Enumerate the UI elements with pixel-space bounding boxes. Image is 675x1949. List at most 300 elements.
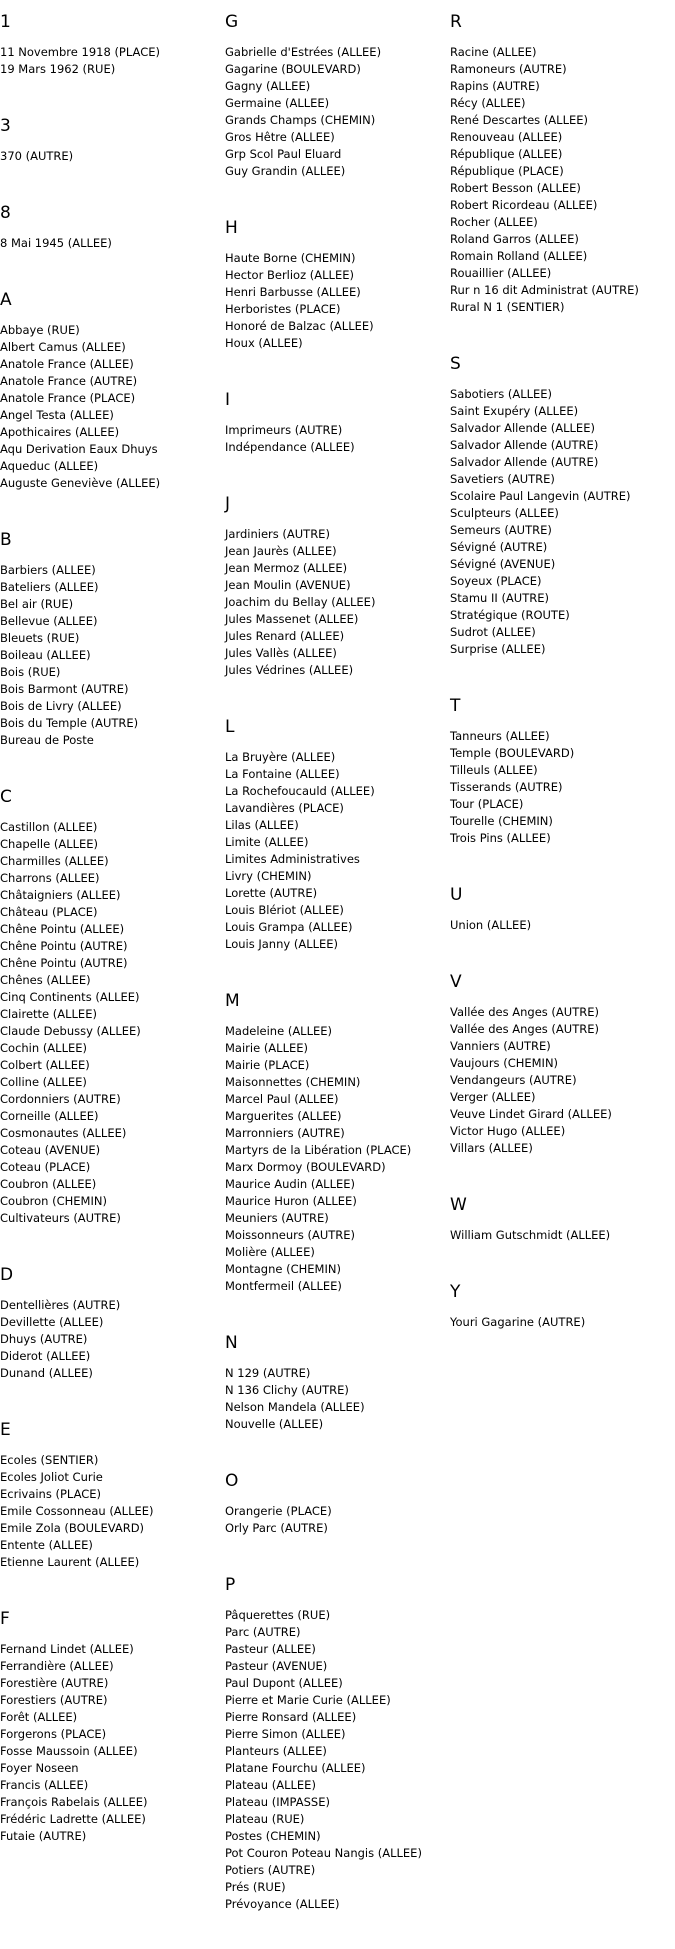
street-list-item bbox=[225, 44, 443, 61]
street-list-item bbox=[225, 1142, 443, 1159]
street-link[interactable]: Pierre et Marie Curie (ALLEE) bbox=[225, 1693, 391, 1707]
street-list-item bbox=[0, 458, 218, 475]
street-list-item bbox=[225, 1416, 443, 1433]
street-list-item bbox=[0, 1297, 218, 1314]
letter-heading: J bbox=[225, 494, 231, 514]
street-link[interactable]: Ecoles (SENTIER) bbox=[0, 1453, 99, 1467]
letter-heading: E bbox=[0, 1420, 11, 1440]
street-link[interactable]: Bureau de Poste bbox=[0, 733, 94, 747]
street-link[interactable]: Robert Besson (ALLEE) bbox=[450, 181, 581, 195]
street-list-item bbox=[225, 611, 443, 628]
street-link[interactable]: Gagny (ALLEE) bbox=[225, 79, 311, 93]
street-link[interactable]: Louis Grampa (ALLEE) bbox=[225, 920, 353, 934]
street-list-item bbox=[225, 834, 443, 851]
street-link[interactable]: Dunand (ALLEE) bbox=[0, 1366, 93, 1380]
street-link[interactable]: Pâquerettes (RUE) bbox=[225, 1608, 331, 1622]
street-link[interactable]: République (ALLEE) bbox=[450, 147, 563, 161]
street-link[interactable]: Tisserands (AUTRE) bbox=[450, 780, 563, 794]
street-list-item bbox=[0, 715, 218, 732]
street-link[interactable]: La Bruyère (ALLEE) bbox=[225, 750, 336, 764]
street-link[interactable]: Boileau (ALLEE) bbox=[0, 648, 91, 662]
street-link[interactable]: Forêt (ALLEE) bbox=[0, 1710, 78, 1724]
street-link[interactable]: Chêne Pointu (AUTRE) bbox=[0, 939, 128, 953]
street-link[interactable]: Charrons (ALLEE) bbox=[0, 871, 100, 885]
street-link[interactable]: Jardiniers (AUTRE) bbox=[225, 527, 330, 541]
street-list-item bbox=[0, 322, 218, 339]
street-link[interactable]: Prés (RUE) bbox=[225, 1880, 286, 1894]
street-link[interactable]: Devillette (ALLEE) bbox=[0, 1315, 104, 1329]
letter-section-l bbox=[225, 715, 443, 953]
letter-heading: P bbox=[225, 1575, 236, 1595]
street-link[interactable]: Cultivateurs (AUTRE) bbox=[0, 1211, 121, 1225]
street-link[interactable]: Vallée des Anges (AUTRE) bbox=[450, 1005, 599, 1019]
street-link[interactable]: 11 Novembre 1918 (PLACE) bbox=[0, 45, 160, 59]
street-list-item bbox=[225, 163, 443, 180]
street-link[interactable]: Rocher (ALLEE) bbox=[450, 215, 538, 229]
street-list-item bbox=[225, 1879, 443, 1896]
street-link[interactable]: Sévigné (AVENUE) bbox=[450, 557, 556, 571]
street-link[interactable]: Etienne Laurent (ALLEE) bbox=[0, 1555, 140, 1569]
street-link[interactable]: Meuniers (AUTRE) bbox=[225, 1211, 329, 1225]
street-list-item bbox=[225, 577, 443, 594]
street-link[interactable]: Claude Debussy (ALLEE) bbox=[0, 1024, 141, 1038]
street-link[interactable]: Abbaye (RUE) bbox=[0, 323, 80, 337]
street-link[interactable]: Parc (AUTRE) bbox=[225, 1625, 301, 1639]
street-link[interactable]: William Gutschmidt (ALLEE) bbox=[450, 1228, 611, 1242]
street-link[interactable]: Coubron (CHEMIN) bbox=[0, 1194, 107, 1208]
street-list-item bbox=[0, 562, 218, 579]
street-link[interactable]: Dentellières (AUTRE) bbox=[0, 1298, 121, 1312]
letter-section-u bbox=[450, 883, 668, 934]
street-link[interactable]: Maurice Huron (ALLEE) bbox=[225, 1194, 357, 1208]
street-link[interactable]: Vanniers (AUTRE) bbox=[450, 1039, 551, 1053]
street-list-item bbox=[0, 1811, 218, 1828]
street-link[interactable]: Haute Borne (CHEMIN) bbox=[225, 251, 356, 265]
street-list bbox=[225, 44, 443, 180]
street-list-item bbox=[225, 936, 443, 953]
street-list bbox=[0, 819, 218, 1227]
street-link[interactable]: Nouvelle (ALLEE) bbox=[225, 1417, 324, 1431]
street-link[interactable]: N 136 Clichy (AUTRE) bbox=[225, 1383, 349, 1397]
street-link[interactable]: Rouaillier (ALLEE) bbox=[450, 266, 552, 280]
street-link[interactable]: Pot Couron Poteau Nangis (ALLEE) bbox=[225, 1846, 422, 1860]
street-link[interactable]: Sévigné (AUTRE) bbox=[450, 540, 548, 554]
street-list bbox=[0, 1297, 218, 1382]
street-link[interactable]: Scolaire Paul Langevin (AUTRE) bbox=[450, 489, 631, 503]
street-list-item bbox=[225, 868, 443, 885]
street-link[interactable]: Jules Védrines (ALLEE) bbox=[225, 663, 354, 677]
street-link[interactable]: Honoré de Balzac (ALLEE) bbox=[225, 319, 374, 333]
street-list-item bbox=[225, 1658, 443, 1675]
street-link[interactable]: Emile Cossonneau (ALLEE) bbox=[0, 1504, 154, 1518]
street-link[interactable]: Pasteur (AVENUE) bbox=[225, 1659, 328, 1673]
street-link[interactable]: Platane Fourchu (ALLEE) bbox=[225, 1761, 366, 1775]
street-link[interactable]: Pierre Ronsard (ALLEE) bbox=[225, 1710, 357, 1724]
street-list-item bbox=[225, 1108, 443, 1125]
street-link[interactable]: Tanneurs (ALLEE) bbox=[450, 729, 550, 743]
street-list bbox=[450, 1004, 668, 1157]
street-link[interactable]: Emile Zola (BOULEVARD) bbox=[0, 1521, 145, 1535]
street-link[interactable]: Colbert (ALLEE) bbox=[0, 1058, 90, 1072]
street-link[interactable]: Anatole France (ALLEE) bbox=[0, 357, 134, 371]
street-link[interactable]: Récy (ALLEE) bbox=[450, 96, 526, 110]
street-list-item bbox=[0, 921, 218, 938]
street-list-item bbox=[0, 613, 218, 630]
street-list-item bbox=[450, 488, 668, 505]
street-link[interactable]: Plateau (IMPASSE) bbox=[225, 1795, 330, 1809]
street-link[interactable]: Henri Barbusse (ALLEE) bbox=[225, 285, 361, 299]
street-list-item bbox=[450, 607, 668, 624]
street-link[interactable]: Planteurs (ALLEE) bbox=[225, 1744, 327, 1758]
street-link[interactable]: Foyer Noseen bbox=[0, 1761, 79, 1775]
street-link[interactable]: Rur n 16 dit Administrat (AUTRE) bbox=[450, 283, 639, 297]
street-list-item bbox=[450, 95, 668, 112]
street-link[interactable]: La Fontaine (ALLEE) bbox=[225, 767, 340, 781]
street-list-item bbox=[450, 505, 668, 522]
street-list-item bbox=[450, 265, 668, 282]
street-link[interactable]: Marx Dormoy (BOULEVARD) bbox=[225, 1160, 386, 1174]
street-link[interactable]: Cordonniers (AUTRE) bbox=[0, 1092, 121, 1106]
street-link[interactable]: Jules Renard (ALLEE) bbox=[225, 629, 345, 643]
street-link[interactable]: Marguerites (ALLEE) bbox=[225, 1109, 342, 1123]
street-list-item bbox=[0, 1503, 218, 1520]
street-link[interactable]: Fernand Lindet (ALLEE) bbox=[0, 1642, 134, 1656]
street-link[interactable]: Ecoles Joliot Curie bbox=[0, 1470, 103, 1484]
street-list-item bbox=[450, 146, 668, 163]
street-link[interactable]: René Descartes (ALLEE) bbox=[450, 113, 589, 127]
street-link[interactable]: Gagarine (BOULEVARD) bbox=[225, 62, 361, 76]
street-link[interactable]: Victor Hugo (ALLEE) bbox=[450, 1124, 566, 1138]
street-link[interactable]: Maisonnettes (CHEMIN) bbox=[225, 1075, 361, 1089]
street-link[interactable]: Guy Grandin (ALLEE) bbox=[225, 164, 346, 178]
street-link[interactable]: Villars (ALLEE) bbox=[450, 1141, 533, 1155]
street-link[interactable]: Temple (BOULEVARD) bbox=[450, 746, 575, 760]
street-list-item bbox=[0, 1452, 218, 1469]
street-link[interactable]: Angel Testa (ALLEE) bbox=[0, 408, 114, 422]
street-link[interactable]: Bois du Temple (AUTRE) bbox=[0, 716, 139, 730]
street-link[interactable]: Rapins (AUTRE) bbox=[450, 79, 540, 93]
street-link[interactable]: Nelson Mandela (ALLEE) bbox=[225, 1400, 365, 1414]
street-link[interactable]: Rural N 1 (SENTIER) bbox=[450, 300, 565, 314]
street-link[interactable]: Vaujours (CHEMIN) bbox=[450, 1056, 559, 1070]
street-link[interactable]: Germaine (ALLEE) bbox=[225, 96, 330, 110]
street-link[interactable]: Jean Jaurès (ALLEE) bbox=[225, 544, 337, 558]
street-link[interactable]: Louis Blériot (ALLEE) bbox=[225, 903, 344, 917]
street-list-item bbox=[225, 1692, 443, 1709]
street-link[interactable]: Sabotiers (ALLEE) bbox=[450, 387, 553, 401]
street-link[interactable]: Imprimeurs (AUTRE) bbox=[225, 423, 343, 437]
street-list-item bbox=[225, 1193, 443, 1210]
street-list bbox=[225, 1365, 443, 1433]
street-link[interactable]: Aqueduc (ALLEE) bbox=[0, 459, 99, 473]
street-link[interactable]: Chênes (ALLEE) bbox=[0, 973, 91, 987]
street-list-item bbox=[225, 284, 443, 301]
street-link[interactable]: Coteau (AVENUE) bbox=[0, 1143, 101, 1157]
street-link[interactable]: Verger (ALLEE) bbox=[450, 1090, 536, 1104]
street-link[interactable]: Madeleine (ALLEE) bbox=[225, 1024, 333, 1038]
street-link[interactable]: Bleuets (RUE) bbox=[0, 631, 80, 645]
street-link[interactable]: Castillon (ALLEE) bbox=[0, 820, 98, 834]
street-link[interactable]: Mairie (ALLEE) bbox=[225, 1041, 309, 1055]
street-list-item bbox=[0, 1142, 218, 1159]
street-link[interactable]: Chêne Pointu (ALLEE) bbox=[0, 922, 125, 936]
street-link[interactable]: Forgerons (PLACE) bbox=[0, 1727, 107, 1741]
street-list-item bbox=[225, 1227, 443, 1244]
street-link[interactable]: Entente (ALLEE) bbox=[0, 1538, 93, 1552]
street-list-item bbox=[225, 902, 443, 919]
street-link[interactable]: Renouveau (ALLEE) bbox=[450, 130, 563, 144]
street-link[interactable]: Herboristes (PLACE) bbox=[225, 302, 341, 316]
street-list-item bbox=[0, 630, 218, 647]
street-link[interactable]: Francis (ALLEE) bbox=[0, 1778, 89, 1792]
letter-section-j bbox=[225, 492, 443, 679]
street-list-item bbox=[225, 817, 443, 834]
street-list bbox=[0, 562, 218, 749]
street-link[interactable]: Château (PLACE) bbox=[0, 905, 98, 919]
letter-section-d bbox=[0, 1263, 218, 1382]
street-link[interactable]: Roland Garros (ALLEE) bbox=[450, 232, 579, 246]
street-link[interactable]: Châtaigniers (ALLEE) bbox=[0, 888, 121, 902]
street-link[interactable]: Marcel Paul (ALLEE) bbox=[225, 1092, 339, 1106]
letter-section-e bbox=[0, 1418, 218, 1571]
street-link[interactable]: Veuve Lindet Girard (ALLEE) bbox=[450, 1107, 612, 1121]
street-link[interactable]: Lavandières (PLACE) bbox=[225, 801, 344, 815]
street-link[interactable]: Mairie (PLACE) bbox=[225, 1058, 310, 1072]
street-link[interactable]: Montagne (CHEMIN) bbox=[225, 1262, 341, 1276]
street-link[interactable]: Corneille (ALLEE) bbox=[0, 1109, 99, 1123]
street-link[interactable]: Paul Dupont (ALLEE) bbox=[225, 1676, 343, 1690]
street-link[interactable]: 370 (AUTRE) bbox=[0, 149, 74, 163]
street-link[interactable]: Trois Pins (ALLEE) bbox=[450, 831, 551, 845]
street-link[interactable]: Moissonneurs (AUTRE) bbox=[225, 1228, 356, 1242]
street-link[interactable]: Ferrandière (ALLEE) bbox=[0, 1659, 114, 1673]
street-list-item bbox=[450, 1004, 668, 1021]
street-link[interactable]: Sculpteurs (ALLEE) bbox=[450, 506, 559, 520]
street-list bbox=[0, 235, 218, 252]
street-list-item bbox=[450, 1055, 668, 1072]
street-link[interactable]: Saint Exupéry (ALLEE) bbox=[450, 404, 579, 418]
street-list-item bbox=[450, 282, 668, 299]
street-list-item bbox=[0, 1777, 218, 1794]
street-link[interactable]: Plateau (ALLEE) bbox=[225, 1778, 316, 1792]
street-list-item bbox=[0, 424, 218, 441]
street-link[interactable]: Auguste Geneviève (ALLEE) bbox=[0, 476, 161, 490]
street-link[interactable]: Grands Champs (CHEMIN) bbox=[225, 113, 376, 127]
street-link[interactable]: Pierre Simon (ALLEE) bbox=[225, 1727, 346, 1741]
letter-section-8 bbox=[0, 201, 218, 252]
street-link[interactable]: Bois Barmont (AUTRE) bbox=[0, 682, 129, 696]
street-link[interactable]: Robert Ricordeau (ALLEE) bbox=[450, 198, 598, 212]
street-link[interactable]: Joachim du Bellay (ALLEE) bbox=[225, 595, 376, 609]
street-link[interactable]: Jean Moulin (AVENUE) bbox=[225, 578, 351, 592]
street-link[interactable]: N 129 (AUTRE) bbox=[225, 1366, 311, 1380]
street-link[interactable]: Aqu Derivation Eaux Dhuys bbox=[0, 442, 158, 456]
street-link[interactable]: Jules Vallès (ALLEE) bbox=[225, 646, 337, 660]
street-link[interactable]: Stratégique (ROUTE) bbox=[450, 608, 570, 622]
street-link[interactable]: Youri Gagarine (AUTRE) bbox=[450, 1315, 586, 1329]
street-link[interactable]: Potiers (AUTRE) bbox=[225, 1863, 316, 1877]
street-list-item bbox=[450, 1123, 668, 1140]
letter-section-b bbox=[0, 528, 218, 749]
street-link[interactable]: Stamu II (AUTRE) bbox=[450, 591, 549, 605]
street-link[interactable]: Cosmonautes (ALLEE) bbox=[0, 1126, 127, 1140]
street-list-item bbox=[225, 800, 443, 817]
street-list-item bbox=[225, 1760, 443, 1777]
street-link[interactable]: Chêne Pointu (AUTRE) bbox=[0, 956, 128, 970]
street-link[interactable]: Marronniers (AUTRE) bbox=[225, 1126, 345, 1140]
street-list-item bbox=[225, 95, 443, 112]
street-link[interactable]: Prévoyance (ALLEE) bbox=[225, 1897, 340, 1911]
street-link[interactable]: Houx (ALLEE) bbox=[225, 336, 303, 350]
street-link[interactable]: Martyrs de la Libération (PLACE) bbox=[225, 1143, 412, 1157]
street-link[interactable]: Romain Rolland (ALLEE) bbox=[450, 249, 588, 263]
street-link[interactable]: 19 Mars 1962 (RUE) bbox=[0, 62, 116, 76]
letter-heading: O bbox=[225, 1471, 239, 1491]
street-link[interactable]: Salvador Allende (AUTRE) bbox=[450, 455, 599, 469]
street-link[interactable]: Salvador Allende (AUTRE) bbox=[450, 438, 599, 452]
street-link[interactable]: Semeurs (AUTRE) bbox=[450, 523, 552, 537]
street-link[interactable]: Limite (ALLEE) bbox=[225, 835, 309, 849]
street-list-item bbox=[0, 853, 218, 870]
street-link[interactable]: Hector Berlioz (ALLEE) bbox=[225, 268, 354, 282]
street-link[interactable]: Grp Scol Paul Eluard bbox=[225, 147, 342, 161]
street-list-item bbox=[0, 1331, 218, 1348]
street-list-item bbox=[225, 78, 443, 95]
letter-section-i bbox=[225, 388, 443, 456]
street-link[interactable]: Plateau (RUE) bbox=[225, 1812, 305, 1826]
street-link[interactable]: Cochin (ALLEE) bbox=[0, 1041, 88, 1055]
street-link[interactable]: Forestière (AUTRE) bbox=[0, 1676, 109, 1690]
street-link[interactable]: Chapelle (ALLEE) bbox=[0, 837, 99, 851]
street-link[interactable]: Union (ALLEE) bbox=[450, 918, 532, 932]
street-link[interactable]: Cinq Continents (ALLEE) bbox=[0, 990, 140, 1004]
street-link[interactable]: Bois (RUE) bbox=[0, 665, 61, 679]
street-link[interactable]: Gros Hêtre (ALLEE) bbox=[225, 130, 335, 144]
letter-section-c bbox=[0, 785, 218, 1227]
street-link[interactable]: Pasteur (ALLEE) bbox=[225, 1642, 316, 1656]
street-link[interactable]: Postes (CHEMIN) bbox=[225, 1829, 321, 1843]
street-link[interactable]: Lorette (AUTRE) bbox=[225, 886, 318, 900]
letter-section-g bbox=[225, 10, 443, 180]
street-list-item bbox=[0, 698, 218, 715]
street-link[interactable]: Gabrielle d'Estrées (ALLEE) bbox=[225, 45, 382, 59]
street-link[interactable]: Dhuys (AUTRE) bbox=[0, 1332, 88, 1346]
street-list-item bbox=[225, 1159, 443, 1176]
street-list-item bbox=[0, 1828, 218, 1845]
street-link[interactable]: Savetiers (AUTRE) bbox=[450, 472, 555, 486]
street-list-item bbox=[450, 779, 668, 796]
street-link[interactable]: Frédéric Ladrette (ALLEE) bbox=[0, 1812, 146, 1826]
street-link[interactable]: Bel air (RUE) bbox=[0, 597, 74, 611]
street-link[interactable]: La Rochefoucauld (ALLEE) bbox=[225, 784, 375, 798]
street-link[interactable]: Racine (ALLEE) bbox=[450, 45, 537, 59]
street-link[interactable]: Surprise (ALLEE) bbox=[450, 642, 546, 656]
street-link[interactable]: Diderot (ALLEE) bbox=[0, 1349, 91, 1363]
street-link[interactable]: Vendangeurs (AUTRE) bbox=[450, 1073, 577, 1087]
street-list-item bbox=[0, 938, 218, 955]
street-link[interactable]: François Rabelais (ALLEE) bbox=[0, 1795, 148, 1809]
street-list-item bbox=[225, 662, 443, 679]
street-link[interactable]: Orangerie (PLACE) bbox=[225, 1504, 332, 1518]
street-link[interactable]: Colline (ALLEE) bbox=[0, 1075, 87, 1089]
street-list-item bbox=[450, 386, 668, 403]
street-link[interactable]: Lilas (ALLEE) bbox=[225, 818, 299, 832]
street-link[interactable]: Salvador Allende (ALLEE) bbox=[450, 421, 595, 435]
street-list-item bbox=[225, 749, 443, 766]
street-list-item bbox=[450, 471, 668, 488]
street-link[interactable]: Bellevue (ALLEE) bbox=[0, 614, 98, 628]
street-link[interactable]: Anatole France (AUTRE) bbox=[0, 374, 138, 388]
street-list bbox=[0, 1641, 218, 1845]
street-link[interactable]: Clairette (ALLEE) bbox=[0, 1007, 97, 1021]
street-list-item bbox=[225, 335, 443, 352]
street-link[interactable]: Tourelle (CHEMIN) bbox=[450, 814, 553, 828]
street-link[interactable]: Coteau (PLACE) bbox=[0, 1160, 91, 1174]
street-list-item bbox=[225, 645, 443, 662]
street-list-item bbox=[450, 112, 668, 129]
street-list-item bbox=[450, 180, 668, 197]
street-link[interactable]: Sudrot (ALLEE) bbox=[450, 625, 536, 639]
street-link[interactable]: Orly Parc (AUTRE) bbox=[225, 1521, 328, 1535]
street-link[interactable]: Ramoneurs (AUTRE) bbox=[450, 62, 567, 76]
street-link[interactable]: Barbiers (ALLEE) bbox=[0, 563, 96, 577]
street-list-item bbox=[0, 1074, 218, 1091]
street-link[interactable]: Livry (CHEMIN) bbox=[225, 869, 312, 883]
street-link[interactable]: Indépendance (ALLEE) bbox=[225, 440, 355, 454]
street-index-column-1 bbox=[0, 10, 218, 1881]
street-link[interactable]: Futaie (AUTRE) bbox=[0, 1829, 87, 1843]
street-link[interactable]: Molière (ALLEE) bbox=[225, 1245, 315, 1259]
street-list-item bbox=[225, 543, 443, 560]
street-link[interactable]: Jules Massenet (ALLEE) bbox=[225, 612, 359, 626]
street-list-item bbox=[0, 1658, 218, 1675]
street-list-item bbox=[450, 641, 668, 658]
street-list-item bbox=[450, 197, 668, 214]
street-list-item bbox=[450, 556, 668, 573]
street-link[interactable]: Maurice Audin (ALLEE) bbox=[225, 1177, 356, 1191]
street-list bbox=[0, 44, 218, 78]
street-link[interactable]: Ecrivains (PLACE) bbox=[0, 1487, 102, 1501]
street-link[interactable]: Coubron (ALLEE) bbox=[0, 1177, 97, 1191]
street-list-item bbox=[450, 163, 668, 180]
street-list-item bbox=[450, 231, 668, 248]
street-link[interactable]: Charmilles (ALLEE) bbox=[0, 854, 109, 868]
street-link[interactable]: République (PLACE) bbox=[450, 164, 564, 178]
street-link[interactable]: Bois de Livry (ALLEE) bbox=[0, 699, 122, 713]
street-link[interactable]: Albert Camus (ALLEE) bbox=[0, 340, 126, 354]
street-link[interactable]: Montfermeil (ALLEE) bbox=[225, 1279, 342, 1293]
street-link[interactable]: Tilleuls (ALLEE) bbox=[450, 763, 538, 777]
street-link[interactable]: Vallée des Anges (AUTRE) bbox=[450, 1022, 599, 1036]
street-link[interactable]: 8 Mai 1945 (ALLEE) bbox=[0, 236, 112, 250]
street-link[interactable]: Anatole France (PLACE) bbox=[0, 391, 136, 405]
street-list bbox=[450, 917, 668, 934]
street-list bbox=[225, 749, 443, 953]
street-list-item bbox=[0, 1091, 218, 1108]
street-link[interactable]: Limites Administratives bbox=[225, 852, 360, 866]
street-list-item bbox=[0, 972, 218, 989]
street-link[interactable]: Jean Mermoz (ALLEE) bbox=[225, 561, 348, 575]
street-link[interactable]: Soyeux (PLACE) bbox=[450, 574, 542, 588]
street-list-item bbox=[225, 919, 443, 936]
street-link[interactable]: Forestiers (AUTRE) bbox=[0, 1693, 108, 1707]
street-link[interactable]: Tour (PLACE) bbox=[450, 797, 524, 811]
street-link[interactable]: Louis Janny (ALLEE) bbox=[225, 937, 339, 951]
letter-section-p bbox=[225, 1573, 443, 1913]
street-link[interactable]: Apothicaires (ALLEE) bbox=[0, 425, 120, 439]
street-link[interactable]: Fosse Maussoin (ALLEE) bbox=[0, 1744, 138, 1758]
street-link[interactable]: Bateliers (ALLEE) bbox=[0, 580, 99, 594]
